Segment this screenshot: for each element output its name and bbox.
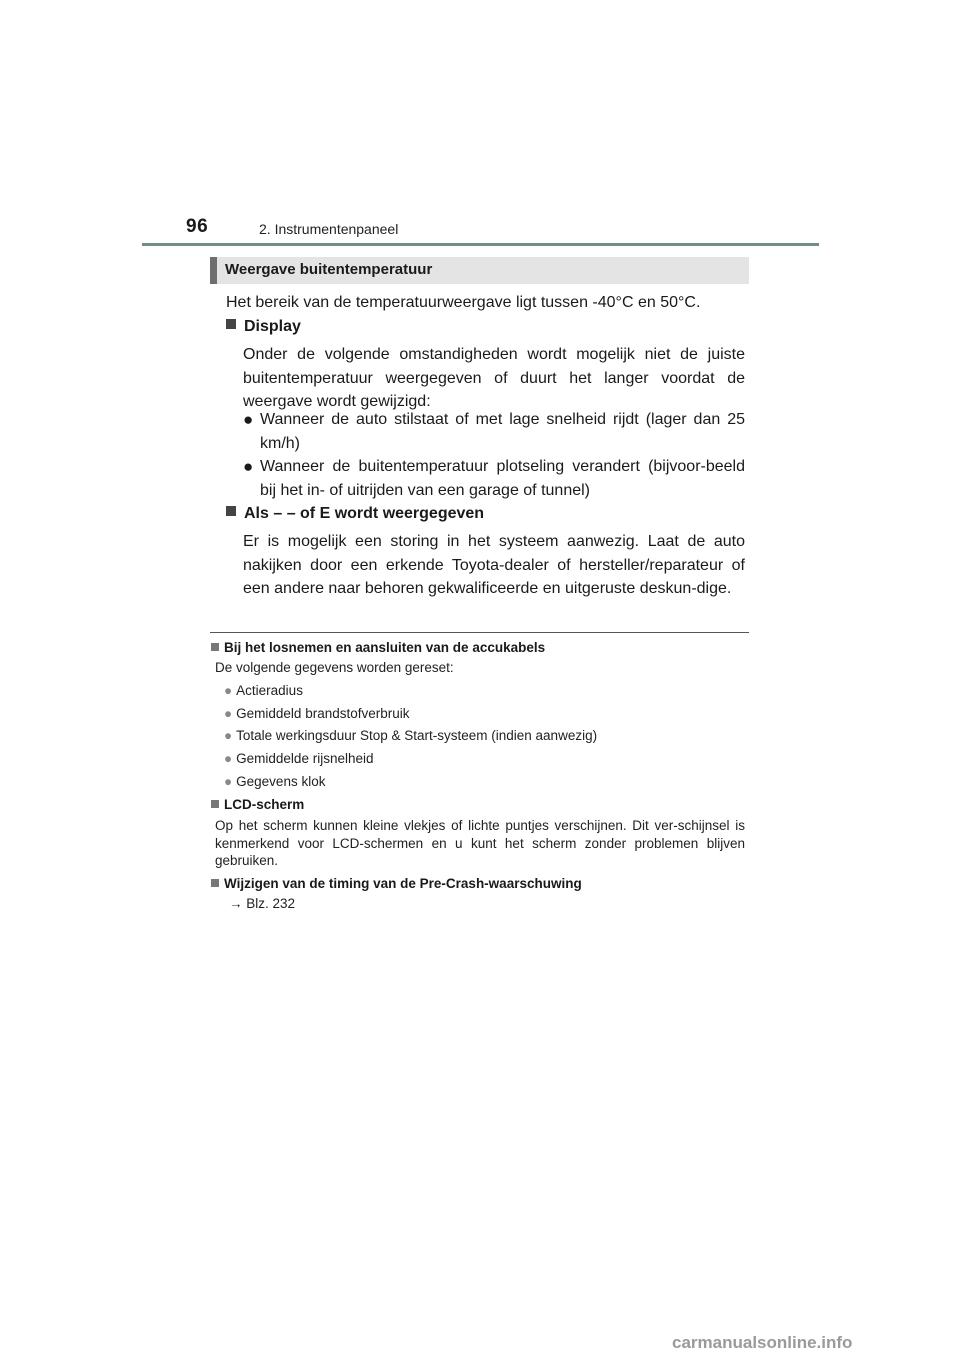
note-battery-item-5 [224,773,325,791]
note-lcd-text: Op het scherm kunnen kleine vlekjes of lichte puntjes verschijnen. Dit ver-schijnsel is kenmerkend voor LCD-schermen en u kunt het scherm zonder problemen blijven gebruiken. [215,818,745,868]
note-precrash-heading [211,875,582,893]
round-bullet-icon: ● [224,706,233,721]
note-battery-text: De volgende gegevens worden gereset: [215,660,454,675]
square-bullet-icon [211,800,219,808]
display-heading-label: Display [244,318,301,335]
round-bullet-icon: ● [224,751,233,766]
round-bullet-icon: ● [224,774,233,789]
error-heading-label: Als – – of E wordt weergegeven [244,505,485,522]
round-bullet-icon: ● [224,728,233,743]
display-bullet-1 [243,408,745,455]
note-battery-item-5-text: Gegevens klok [236,774,326,789]
round-bullet-icon: ● [243,410,254,429]
notes-divider [210,632,749,633]
note-battery-item-4 [224,750,373,768]
square-bullet-icon [211,879,219,887]
header-rule [142,243,819,246]
section-intro: Het bereik van de temperatuurweergave ligt tussen -40°C en 50°C. [226,294,701,311]
section-bar-accent [210,257,217,284]
error-text: Er is mogelijk een storing in het systeem aanwezig. Laat de auto nakijken door een erkende Toyota-dealer of hersteller/reparateur of een andere naar behoren gekwalificeerde en uitgeruste deskun-dige. [243,533,745,597]
chapter-title: 2. Instrumentenpaneel [259,221,399,237]
square-bullet-icon [226,506,236,516]
section-title: Weergave buitentemperatuur [225,261,433,278]
note-battery-item-1-text: Actieradius [236,683,303,698]
round-bullet-icon: ● [224,683,233,698]
section-title-bar [210,257,749,284]
note-battery-item-4-text: Gemiddelde rijsnelheid [236,751,374,766]
note-battery-item-3 [224,727,597,745]
note-battery-heading [211,639,545,657]
display-heading [226,315,301,339]
round-bullet-icon: ● [243,457,254,476]
note-battery-item-2-text: Gemiddeld brandstofverbruik [236,706,410,721]
note-battery-item-2 [224,705,410,723]
note-battery-heading-label: Bij het losnemen en aansluiten van de accukabels [224,640,546,655]
note-battery-item-1 [224,682,303,700]
display-bullet-1-text: Wanneer de auto stilstaat of met lage snelheid rijdt (lager dan 25 km/h) [260,411,745,452]
note-battery-item-3-text: Totale werkingsduur Stop & Start-systeem (indien aanwezig) [236,728,598,743]
page-number: 96 [186,216,209,237]
note-precrash-ref: → Blz. 232 [229,896,296,911]
display-text: Onder de volgende omstandigheden wordt mogelijk niet de juiste buitentemperatuur weergegeven of duurt het langer voordat de weergave wordt gewijzigd: [243,346,745,410]
error-heading [226,502,484,526]
display-bullet-2-text: Wanneer de buitentemperatuur plotseling verandert (bijvoor-beeld bij het in- of uitrijden van een garage of tunnel) [260,458,745,499]
display-bullet-2 [243,455,745,502]
square-bullet-icon [211,643,219,651]
note-lcd-heading [211,796,304,814]
square-bullet-icon [226,319,236,329]
note-precrash-heading-label: Wijzigen van de timing van de Pre-Crash-waarschuwing [224,876,582,891]
note-lcd-heading-label: LCD-scherm [224,797,305,812]
watermark: carmanualsonline.info [672,1333,853,1352]
